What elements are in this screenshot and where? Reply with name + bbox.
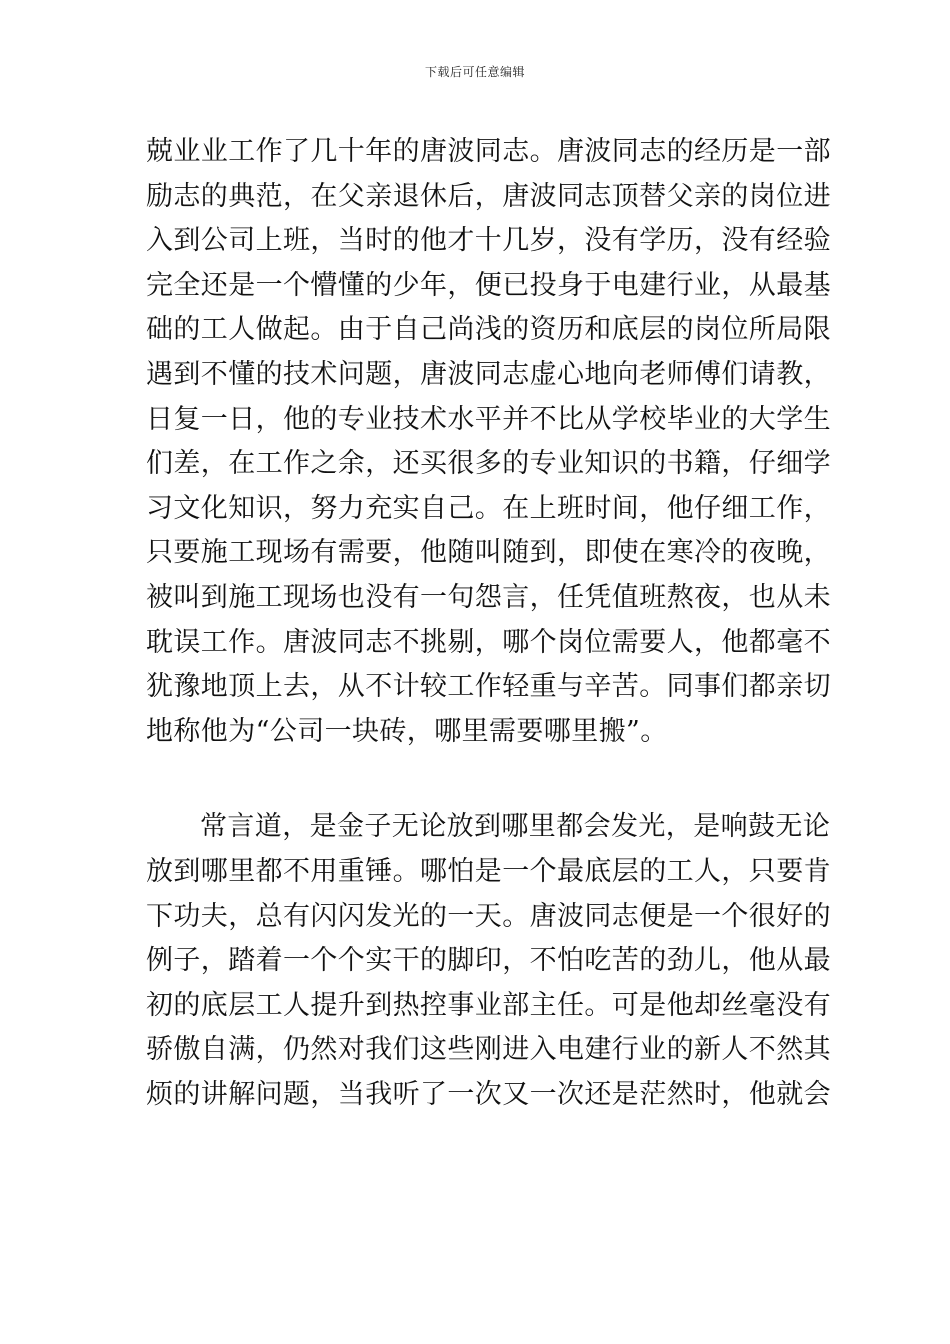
text-line: 下功夫，总有闪闪发光的一天。唐波同志便是一个很好的	[146, 900, 831, 932]
text-line: 被叫到施工现场也没有一句怨言，任凭值班熬夜，也从未	[146, 581, 831, 613]
text-line: 只要施工现场有需要，他随叫随到，即使在寒冷的夜晚，	[146, 537, 831, 569]
text-line: 兢业业工作了几十年的唐波同志。唐波同志的经历是一部	[146, 136, 831, 167]
text-line: 完全还是一个懵懂的少年，便已投身于电建行业，从最基	[146, 269, 831, 301]
text-line-indented: 常言道，是金子无论放到哪里都会发光，是响鼓无论	[200, 811, 831, 843]
text-line: 励志的典范，在父亲退休后，唐波同志顶替父亲的岗位进	[146, 180, 831, 212]
page-header: 下载后可任意编辑	[424, 65, 525, 79]
text-line: 犹豫地顶上去，从不计较工作轻重与辛苦。同事们都亲切	[146, 671, 831, 703]
text-line: 烦的讲解问题，当我听了一次又一次还是茫然时，他就会	[146, 1078, 831, 1110]
text-line: 日复一日，他的专业技术水平并不比从学校毕业的大学生	[146, 403, 831, 435]
text-line: 习文化知识，努力充实自己。在上班时间，他仔细工作，	[146, 492, 831, 524]
text-line: 初的底层工人提升到热控事业部主任。可是他却丝毫没有	[146, 989, 831, 1021]
text-line: 地称他为“公司一块砖，哪里需要哪里搬”。	[146, 715, 668, 747]
paragraph-2	[146, 805, 831, 1117]
text-line: 入到公司上班，当时的他才十几岁，没有学历，没有经验	[146, 225, 831, 257]
text-line: 遇到不懂的技术问题，唐波同志虚心地向老师傅们请教，	[146, 358, 831, 390]
text-line: 耽误工作。唐波同志不挑剔，哪个岗位需要人，他都毫不	[146, 626, 831, 658]
text-line: 们差，在工作之余，还买很多的专业知识的书籍，仔细学	[146, 448, 831, 480]
document-body	[146, 130, 831, 1117]
paragraph-1	[146, 130, 831, 754]
paragraph-spacer	[146, 754, 812, 805]
text-line: 骄傲自满，仍然对我们这些刚进入电建行业的新人不然其	[146, 1034, 831, 1066]
text-line: 放到哪里都不用重锤。哪怕是一个最底层的工人，只要肯	[146, 855, 831, 887]
text-line: 例子，踏着一个个实干的脚印，不怕吃苦的劲儿，他从最	[146, 945, 831, 977]
text-line: 础的工人做起。由于自己尚浅的资历和底层的岗位所局限	[146, 314, 831, 346]
